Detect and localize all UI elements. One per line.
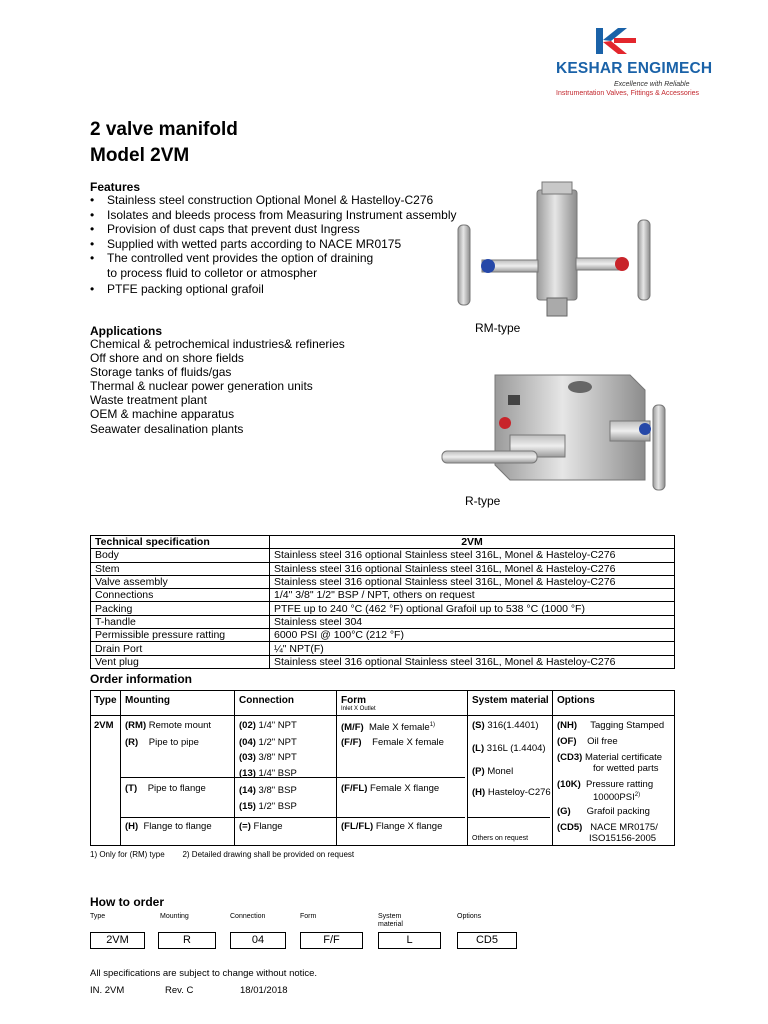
option-item-detail: for wetted parts xyxy=(593,763,659,774)
order-code-label: System material xyxy=(378,913,403,928)
technical-spec-table xyxy=(90,535,675,669)
list-item: • The controlled vent provides the option of draining to process fluid to colletor or atmospher xyxy=(90,251,470,280)
table-row xyxy=(91,615,675,628)
spec-header-model: 2VM xyxy=(270,536,675,549)
list-item: • PTFE packing optional grafoil xyxy=(90,282,470,297)
order-code-label: Form xyxy=(300,913,317,920)
spec-value: Stainless steel 316 optional Stainless steel 316L, Monel & Hasteloy-C276 xyxy=(270,655,675,668)
spec-key: Permissible pressure ratting xyxy=(91,629,270,642)
table-row xyxy=(91,549,675,562)
order-code-label: Options xyxy=(457,913,482,920)
company-name: KESHAR ENGIMECH xyxy=(556,60,713,77)
row-divider xyxy=(120,817,465,818)
connection-option: (=) Flange xyxy=(239,821,283,832)
connection-option: (15) 1/2" BSP xyxy=(239,801,297,812)
spec-key: Vent plug xyxy=(91,655,270,668)
list-item: • Supplied with wetted parts according to NACE MR0175 xyxy=(90,237,470,252)
spec-key: Stem xyxy=(91,562,270,575)
spec-header-label: Technical specification xyxy=(91,536,270,549)
order-code-form: F/F xyxy=(300,932,363,949)
order-header-form-sub: Inlet X Outlet xyxy=(341,706,376,712)
material-note: Others on request xyxy=(472,835,529,842)
order-header-type: Type xyxy=(94,695,117,706)
spec-change-notice: All specifications are subject to change without notice. xyxy=(90,968,318,979)
order-info-table xyxy=(90,690,675,846)
option-item: (CD5) NACE MR0175/ xyxy=(557,822,658,833)
spec-value: 6000 PSI @ 100°C (212 °F) xyxy=(270,629,675,642)
spec-value: ¼" NPT(F) xyxy=(270,642,675,655)
form-option: (FL/FL) Flange X flange xyxy=(341,821,443,832)
spec-value: Stainless steel 316 optional Stainless steel 316L, Monel & Hasteloy-C276 xyxy=(270,549,675,562)
order-code-material: L xyxy=(378,932,441,949)
list-item: Off shore and on shore fields xyxy=(90,351,244,366)
list-item: • Provision of dust caps that prevent dust Ingress xyxy=(90,222,470,237)
material-option: (P) Monel xyxy=(472,766,514,777)
table-row xyxy=(91,602,675,615)
option-item: (CD3) Material certificate xyxy=(557,752,663,763)
table-row xyxy=(91,589,675,602)
table-header-row xyxy=(91,536,675,549)
spec-key: T-handle xyxy=(91,615,270,628)
order-header-connection: Connection xyxy=(239,695,294,706)
option-item: (OF) Oil free xyxy=(557,736,618,747)
list-item: • Stainless steel construction Optional Monel & Hastelloy-C276 xyxy=(90,193,470,208)
material-option: (H) Hasteloy-C276 xyxy=(472,787,551,798)
spec-key: Packing xyxy=(91,602,270,615)
order-footnote: 1) Only for (RM) type 2) Detailed drawing shall be provided on request xyxy=(90,850,355,859)
r-type-manifold-image xyxy=(440,365,680,500)
list-item: Waste treatment plant xyxy=(90,393,207,408)
form-option: (F/FL) Female X flange xyxy=(341,783,440,794)
spec-key: Drain Port xyxy=(91,642,270,655)
table-row xyxy=(91,629,675,642)
option-item: (NH) Tagging Stamped xyxy=(557,720,665,731)
order-code-options: CD5 xyxy=(457,932,517,949)
form-option: (M/F) Male X female$^{1)}$ xyxy=(341,722,436,734)
option-item: (G) Grafoil packing xyxy=(557,806,650,817)
option-item: (10K) Pressure ratting xyxy=(557,779,654,790)
option-item-detail: ISO15156-2005 xyxy=(589,833,657,844)
row-divider xyxy=(467,817,550,818)
spec-key: Connections xyxy=(91,589,270,602)
how-to-order-heading: How to order xyxy=(90,895,164,909)
r-type-caption: R-type xyxy=(465,494,501,508)
company-logo xyxy=(556,26,713,106)
model-title: Model 2VM xyxy=(90,145,190,166)
document-number: IN. 2VM xyxy=(90,985,125,996)
order-header-options: Options xyxy=(557,695,595,706)
list-item: OEM & machine apparatus xyxy=(90,407,235,422)
features-list xyxy=(90,193,470,297)
option-item-detail: 10000PSI$^{2)}$ xyxy=(593,792,641,804)
revision: Rev. C xyxy=(165,985,194,996)
spec-value: 1/4" 3/8" 1/2" BSP / NPT, others on request xyxy=(270,589,675,602)
table-row xyxy=(91,655,675,668)
applications-list xyxy=(90,337,345,436)
company-subtitle: Instrumentation Valves, Fittings & Accessories xyxy=(556,90,700,97)
material-option: (S) 316(1.4401) xyxy=(472,720,539,731)
company-tagline: Excellence with Reliable xyxy=(614,81,690,88)
order-header-material: System material xyxy=(472,695,549,706)
spec-value: Stainless steel 316 optional Stainless steel 316L, Monel & Hasteloy-C276 xyxy=(270,575,675,588)
connection-option: (04) 1/2" NPT xyxy=(239,737,297,748)
order-info-heading: Order information xyxy=(90,672,193,686)
order-code-label: Type xyxy=(90,913,106,920)
spec-key: Valve assembly xyxy=(91,575,270,588)
order-code-connection: 04 xyxy=(230,932,286,949)
logo-mark-icon xyxy=(594,26,638,58)
list-item: Thermal & nuclear power generation units xyxy=(90,379,313,394)
spec-value: Stainless steel 304 xyxy=(270,615,675,628)
order-code-label: Mounting xyxy=(160,913,189,920)
order-code-label: Connection xyxy=(230,913,266,920)
order-code-mounting: R xyxy=(158,932,216,949)
list-item: Seawater desalination plants xyxy=(90,421,244,436)
spec-key: Body xyxy=(91,549,270,562)
connection-option: (02) 1/4" NPT xyxy=(239,720,297,731)
rm-type-caption: RM-type xyxy=(475,321,521,335)
order-code-type: 2VM xyxy=(90,932,145,949)
connection-option: (03) 3/8" NPT xyxy=(239,752,297,763)
mounting-option: (H) Flange to flange xyxy=(125,821,212,832)
list-item: • Isolates and bleeds process from Measuring Instrument assembly xyxy=(90,208,470,223)
list-item: Chemical & petrochemical industries& refineries xyxy=(90,337,345,351)
material-option: (L) 316L (1.4404) xyxy=(472,743,546,754)
order-type-value: 2VM xyxy=(94,720,114,731)
order-header-mounting: Mounting xyxy=(125,695,170,706)
spec-value: PTFE up to 240 °C (462 °F) optional Grafoil up to 538 °C (1000 °F) xyxy=(270,602,675,615)
table-row xyxy=(91,642,675,655)
table-row xyxy=(91,562,675,575)
document-date: 18/01/2018 xyxy=(240,985,288,996)
form-option: (F/F) Female X female xyxy=(341,737,444,748)
mounting-option: (R) Pipe to pipe xyxy=(125,737,199,748)
list-item: Storage tanks of fluids/gas xyxy=(90,365,232,380)
connection-option: (14) 3/8" BSP xyxy=(239,785,297,796)
connection-option: (13) 1/4" BSP xyxy=(239,768,297,779)
spec-value: Stainless steel 316 optional Stainless steel 316L, Monel & Hasteloy-C276 xyxy=(270,562,675,575)
mounting-option: (T) Pipe to flange xyxy=(125,783,206,794)
rm-type-manifold-image xyxy=(452,180,652,320)
order-header-form: Form xyxy=(341,695,366,706)
header-divider xyxy=(91,715,674,716)
page-title: 2 valve manifold xyxy=(90,119,238,140)
features-heading: Features xyxy=(90,180,141,194)
applications-heading: Applications xyxy=(90,324,163,338)
table-row xyxy=(91,575,675,588)
mounting-option: (RM) Remote mount xyxy=(125,720,212,731)
